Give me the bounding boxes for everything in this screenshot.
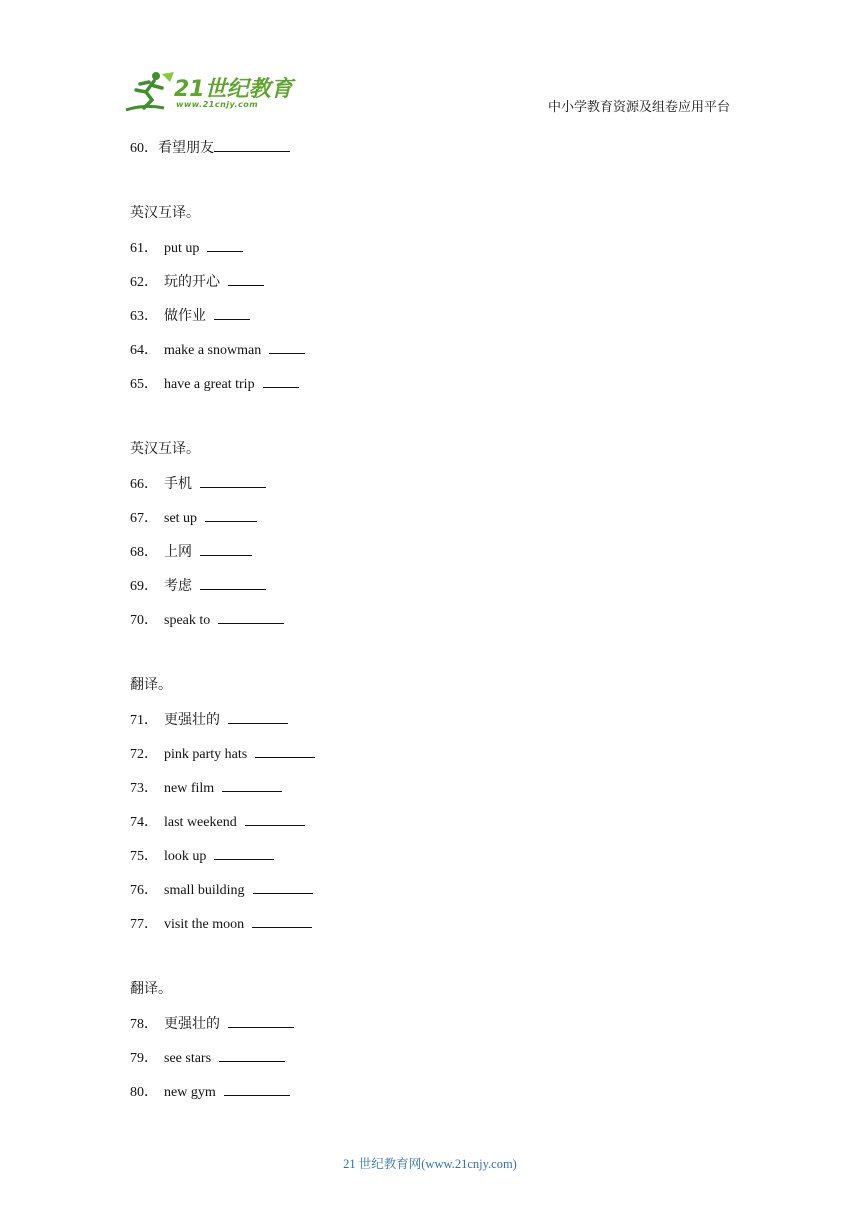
question-number: 80．	[130, 1085, 158, 1100]
question-text: make a snowman	[164, 343, 262, 358]
answer-blank[interactable]	[219, 1047, 285, 1062]
question-number: 61．	[130, 241, 158, 256]
question-66	[130, 473, 730, 507]
question-text: 上网	[164, 545, 192, 560]
question-75	[130, 845, 730, 879]
question-text: set up	[164, 511, 198, 526]
question-text: look up	[164, 849, 207, 864]
answer-blank[interactable]	[245, 811, 305, 826]
answer-blank[interactable]	[228, 271, 264, 286]
question-text: 考虑	[164, 579, 192, 594]
question-68	[130, 541, 730, 575]
answer-blank[interactable]	[224, 1081, 290, 1096]
question-text: put up	[164, 241, 200, 256]
question-number: 64．	[130, 343, 158, 358]
answer-blank[interactable]	[269, 339, 305, 354]
question-69	[130, 575, 730, 609]
section-heading: 翻译。	[130, 982, 172, 997]
question-number: 68．	[130, 545, 158, 560]
question-77	[130, 913, 730, 947]
question-61	[130, 237, 730, 271]
question-62	[130, 271, 730, 305]
answer-blank[interactable]	[263, 373, 299, 388]
question-number: 63．	[130, 309, 158, 324]
answer-blank[interactable]	[214, 305, 250, 320]
answer-blank[interactable]	[200, 575, 266, 590]
question-number: 66．	[130, 477, 158, 492]
answer-blank[interactable]	[255, 743, 315, 758]
question-text: 更强壮的	[164, 713, 220, 728]
question-70	[130, 609, 730, 643]
section-heading: 翻译。	[130, 678, 172, 693]
question-text: see stars	[164, 1051, 212, 1066]
answer-blank[interactable]	[218, 609, 284, 624]
exercise-content	[130, 137, 730, 1115]
answer-blank[interactable]	[228, 709, 288, 724]
question-text: 手机	[164, 477, 192, 492]
runner-logo-icon	[124, 70, 176, 114]
question-text: 更强壮的	[164, 1017, 220, 1032]
platform-tagline: 中小学教育资源及组卷应用平台	[547, 99, 730, 114]
question-72	[130, 743, 730, 777]
question-text: new gym	[164, 1085, 216, 1100]
question-64	[130, 339, 730, 373]
answer-blank[interactable]	[252, 913, 312, 928]
section-heading: 英汉互译。	[130, 206, 200, 221]
question-67	[130, 507, 730, 541]
answer-blank[interactable]	[205, 507, 257, 522]
question-80	[130, 1081, 730, 1115]
question-60	[130, 137, 730, 171]
question-71	[130, 709, 730, 743]
question-text: 看望朋友	[158, 141, 214, 156]
logo-url: www.21cnjy.com	[176, 100, 259, 109]
question-text: small building	[164, 883, 245, 898]
question-73	[130, 777, 730, 811]
question-79	[130, 1047, 730, 1081]
question-text: new film	[164, 781, 215, 796]
question-number: 71．	[130, 713, 158, 728]
answer-blank[interactable]	[200, 473, 266, 488]
answer-blank[interactable]	[222, 777, 282, 792]
question-74	[130, 811, 730, 845]
question-number: 79．	[130, 1051, 158, 1066]
question-text: visit the moon	[164, 917, 245, 932]
answer-blank[interactable]	[200, 541, 252, 556]
answer-blank[interactable]	[253, 879, 313, 894]
question-number: 69．	[130, 579, 158, 594]
question-text: have a great trip	[164, 377, 255, 392]
logo-text: 21世纪教育	[174, 77, 293, 102]
answer-blank[interactable]	[214, 845, 274, 860]
question-number: 73．	[130, 781, 158, 796]
answer-blank[interactable]	[214, 137, 290, 152]
answer-blank[interactable]	[207, 237, 243, 252]
question-63	[130, 305, 730, 339]
question-text: pink party hats	[164, 747, 248, 762]
question-65	[130, 373, 730, 407]
question-number: 67．	[130, 511, 158, 526]
question-text: last weekend	[164, 815, 237, 830]
page-footer: 21 世纪教育网(www.21cnjy.com)	[343, 1157, 517, 1171]
section-heading: 英汉互译。	[130, 442, 200, 457]
question-number: 65．	[130, 377, 158, 392]
page-header	[0, 0, 860, 130]
question-number: 70．	[130, 613, 158, 628]
question-76	[130, 879, 730, 913]
question-number: 76．	[130, 883, 158, 898]
question-number: 77．	[130, 917, 158, 932]
question-text: 做作业	[164, 309, 206, 324]
site-logo	[124, 70, 294, 118]
question-number: 75．	[130, 849, 158, 864]
question-number: 60．	[130, 141, 158, 156]
question-number: 62．	[130, 275, 158, 290]
question-text: 玩的开心	[164, 275, 220, 290]
answer-blank[interactable]	[228, 1013, 294, 1028]
question-text: speak to	[164, 613, 211, 628]
question-78	[130, 1013, 730, 1047]
question-number: 74．	[130, 815, 158, 830]
question-number: 78．	[130, 1017, 158, 1032]
question-number: 72．	[130, 747, 158, 762]
